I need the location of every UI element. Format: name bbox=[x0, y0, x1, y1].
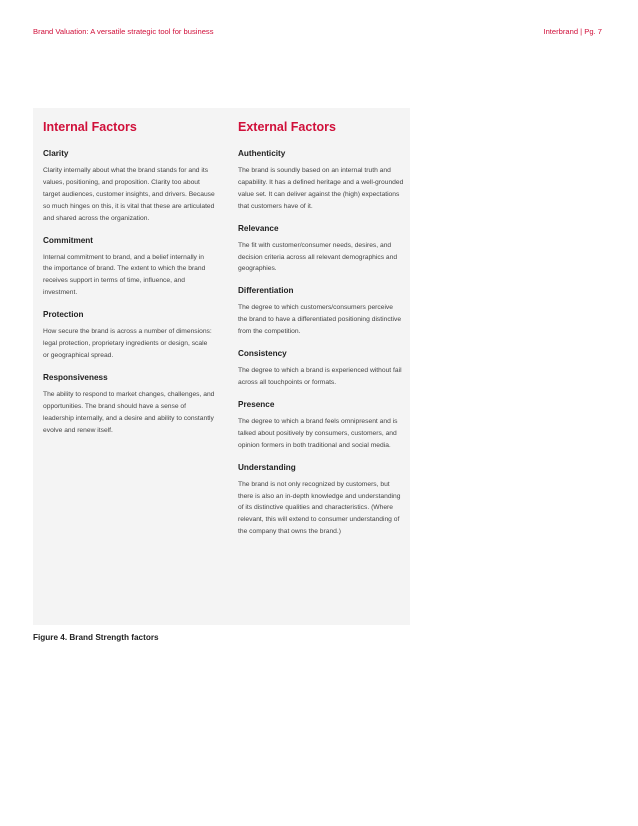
figure-caption: Figure 4. Brand Strength factors bbox=[33, 633, 159, 642]
factor-description: How secure the brand is across a number of dimensions: legal protection, proprietary ingredients or design, scale or geographical spread. bbox=[43, 328, 212, 359]
factor-description: The fit with customer/consumer needs, desires, and decision criteria across all relevant demographics and geographies. bbox=[238, 241, 398, 273]
factor-title: Clarity bbox=[43, 149, 69, 158]
factor-title: Consistency bbox=[238, 349, 287, 359]
factor-description: The degree to which a brand is experienced without fail across all touchpoints or formats. bbox=[238, 367, 402, 386]
factor-consistency bbox=[238, 348, 404, 389]
factor-description: The degree to which customers/consumers perceive the brand to have a differentiated positioning distinctive from the competition. bbox=[238, 304, 402, 336]
factor-differentiation bbox=[238, 285, 404, 338]
factor-title: Relevance bbox=[238, 223, 279, 233]
factor-responsiveness bbox=[43, 372, 215, 437]
internal-factors-heading: Internal Factors bbox=[43, 120, 137, 134]
factor-title: Presence bbox=[238, 399, 275, 409]
external-factors-column bbox=[238, 120, 404, 548]
factor-description: The brand is soundly based on an internal truth and capability. It has a defined heritage and a well-grounded value set. It can deliver against the (high) expectations that customers have of it. bbox=[238, 167, 404, 210]
brand-strength-factors-panel bbox=[33, 108, 410, 625]
factor-description: Clarity internally about what the brand stands for and its values, positioning, and proposition. Clarity too about target audiences, customer insights, and drivers. Because so much hinges on this, it is vital that these are articulated and shared across the organization. bbox=[43, 167, 215, 222]
factor-description: Internal commitment to brand, and a belief internally in the importance of brand. The extent to which the brand receives support in terms of time, influence, and investment. bbox=[43, 253, 206, 297]
factor-title: Authenticity bbox=[238, 149, 286, 158]
factor-understanding bbox=[238, 462, 404, 539]
page-number-label: Interbrand | Pg. 7 bbox=[543, 27, 602, 36]
internal-factors-column bbox=[43, 120, 215, 447]
factor-title: Commitment bbox=[43, 235, 94, 245]
document-header-title: Brand Valuation: A versatile strategic tool for business bbox=[33, 27, 214, 36]
factor-authenticity bbox=[238, 148, 404, 213]
factor-title: Responsiveness bbox=[43, 372, 108, 382]
factor-title: Differentiation bbox=[238, 286, 294, 296]
factor-clarity bbox=[43, 148, 215, 225]
factor-title: Protection bbox=[43, 310, 84, 320]
factor-title: Understanding bbox=[238, 462, 296, 472]
external-factors-heading: External Factors bbox=[238, 120, 336, 134]
factor-protection bbox=[43, 309, 215, 362]
factor-relevance bbox=[238, 223, 404, 276]
factor-commitment bbox=[43, 235, 215, 300]
factor-presence bbox=[238, 399, 404, 452]
factor-description: The brand is not only recognized by customers, but there is also an in-depth knowledge and understanding of its distinctive qualities and characteristics. (Where relevant, this will extend to consumer understanding of the company that owns the brand.) bbox=[238, 480, 401, 536]
factor-description: The degree to which a brand feels omnipresent and is talked about positively by consumers, customers, and opinion formers in both traditional and social media. bbox=[238, 417, 398, 449]
factor-description: The ability to respond to market changes, challenges, and opportunities. The brand should have a sense of leadership internally, and a desire and ability to constantly evolve and renew itself. bbox=[43, 390, 215, 434]
